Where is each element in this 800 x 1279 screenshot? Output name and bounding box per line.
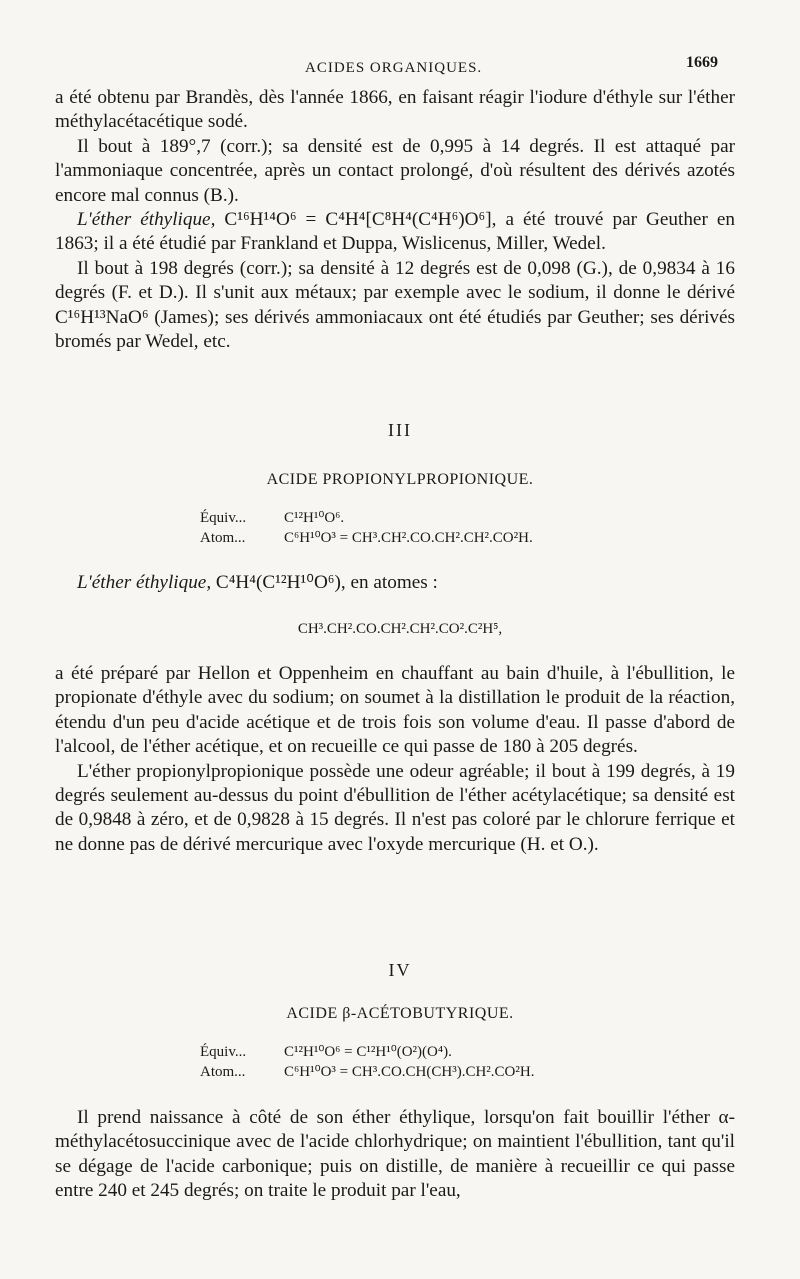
formula-block bbox=[200, 1042, 534, 1082]
paragraph: Il bout à 198 degrés (corr.); sa densité à 12 degrés est de 0,098 (G.), de 0,9834 à 16 degrés (F. et D.). Il s'unit aux métaux; par exemple avec le sodium, il donne le dérivé C¹⁶H¹³NaO⁶ (James); ses dérivés ammoniacaux ont été étudiés par Geuther; ses dérivés bromés par Wedel, etc. bbox=[55, 257, 735, 353]
section-title: ACIDE β-ACÉTOBUTYRIQUE. bbox=[286, 1005, 514, 1022]
paragraph: Il bout à 189°,7 (corr.); sa densité est de 0,995 à 14 degrés. Il est attaqué par l'ammoniaque concentrée, après un contact prolongé, d'où résultent des dérivés azotés encore mal connus (B.). bbox=[55, 135, 735, 206]
italic-phrase: L'éther éthylique, bbox=[77, 209, 216, 231]
running-title: ACIDES ORGANIQUES. bbox=[305, 60, 483, 76]
section-numeral: IV bbox=[388, 960, 412, 980]
italic-phrase: L'éther éthylique, bbox=[77, 572, 212, 593]
paragraph: L'éther propionylpropionique possède une odeur agréable; il bout à 199 degrés, à 19 degrés seulement au-dessus du point d'ébullition de l'éther acétylacétique; sa densité est de 0,9848 à zéro, et de 0,9828 à 15 degrés. Il n'est pas coloré par le chlorure ferrique et ne donne pas de dérivé mercurique avec l'oxyde mercurique (H. et O.). bbox=[55, 760, 735, 855]
equiv-label: Équiv... bbox=[200, 510, 247, 526]
paragraph bbox=[55, 208, 735, 257]
equiv-row bbox=[200, 508, 533, 528]
section-numeral: III bbox=[388, 420, 412, 440]
formula-block bbox=[200, 508, 533, 548]
paragraph: a été obtenu par Brandès, dès l'année 1866, en faisant réagir l'iodure d'éthyle sur l'éther méthylacétacétique sodé. bbox=[55, 87, 735, 133]
atom-formula: C⁶H¹⁰O³ = CH³.CH².CO.CH².CH².CO²H. bbox=[284, 530, 533, 546]
paragraph-text: C¹⁶H¹⁴O⁶ = C⁴H⁴[C⁸H⁴(C⁴H⁶)O⁶], a été trouvé par Geuther en 1863; il a été étudié par Frankland et Duppa, Wislicenus, Miller, Wedel. bbox=[55, 209, 735, 255]
page-number: 1669 bbox=[686, 54, 718, 71]
ether-intro-line bbox=[77, 570, 438, 594]
section-iii-text bbox=[55, 662, 735, 857]
atom-formula: C⁶H¹⁰O³ = CH³.CO.CH(CH³).CH².CO²H. bbox=[284, 1064, 535, 1080]
atom-label: Atom... bbox=[200, 530, 246, 546]
paragraph: a été préparé par Hellon et Oppenheim en chauffant au bain d'huile, à l'ébullition, le propionate d'éthyle avec du sodium; on soumet à la distillation le produit de la réaction, étendu d'un peu d'acide acétique et de trois fois son volume d'eau. Il passe d'abord de l'alcool, de l'éther acétique, et on recueille ce qui passe de 180 à 205 degrés. bbox=[55, 663, 735, 758]
equiv-formula: C¹²H¹⁰O⁶. bbox=[284, 510, 345, 526]
section-title: ACIDE PROPIONYLPROPIONIQUE. bbox=[266, 471, 534, 488]
equiv-label: Équiv... bbox=[200, 1044, 247, 1060]
previous-section-text bbox=[55, 86, 735, 354]
equiv-formula: C¹²H¹⁰O⁶ = C¹²H¹⁰(O²)(O⁴). bbox=[284, 1044, 452, 1060]
equiv-row bbox=[200, 1042, 534, 1062]
atom-label: Atom... bbox=[200, 1064, 246, 1080]
ether-formula: CH³.CH².CO.CH².CH².CO².C²H⁵, bbox=[297, 621, 503, 637]
ether-intro-text: C⁴H⁴(C¹²H¹⁰O⁶), en atomes : bbox=[211, 572, 438, 593]
paragraph: Il prend naissance à côté de son éther éthylique, lorsqu'on fait bouillir l'éther α-méthylacétosuccinique avec de l'acide chlorhydrique; on maintient l'ébullition, tant qu'il se dégage de l'acide carbonique; puis on distille, de manière à recueillir ce qui passe entre 240 et 245 degrés; on traite le produit par l'eau, bbox=[55, 1107, 735, 1202]
atom-row bbox=[200, 528, 533, 548]
atom-row bbox=[200, 1062, 534, 1082]
section-iv-text bbox=[55, 1106, 735, 1204]
